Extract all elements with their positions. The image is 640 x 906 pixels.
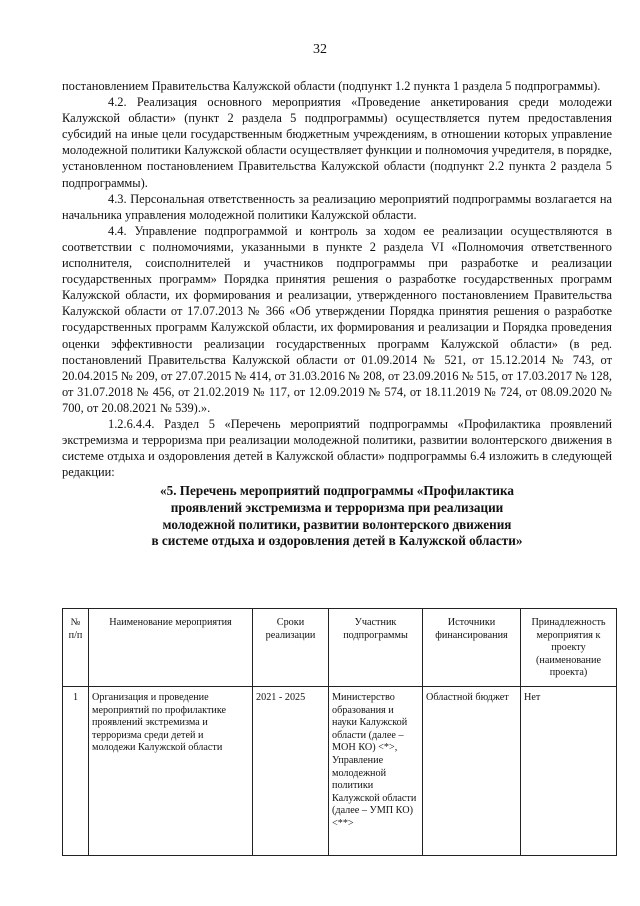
paragraph-4-3: 4.3. Персональная ответственность за реализацию мероприятий подпрограммы возлагается на начальника управления молодежной политики Калужской области. <box>62 191 612 222</box>
table-header-row <box>63 609 617 687</box>
cell-period: 2021 - 2025 <box>253 687 329 856</box>
paragraph-continuation: постановлением Правительства Калужской области (подпункт 1.2 пункта 1 раздела 5 подпрограммы). <box>62 79 601 93</box>
events-table <box>62 608 617 856</box>
header-source: Источники финансирования <box>423 609 521 687</box>
header-period: Сроки реализации <box>253 609 329 687</box>
cell-name: Организация и проведение мероприятий по профилактике проявлений экстремизма и терроризма среди детей и молодежи Калужской области <box>89 687 253 856</box>
heading-line: проявлений экстремизма и терроризма при реализации <box>170 499 504 515</box>
page-number: 32 <box>313 42 327 57</box>
header-project: Принадлежность мероприятия к проекту (наименование проекта) <box>521 609 617 687</box>
paragraph-4-2: 4.2. Реализация основного мероприятия «Проведение анкетирования среди молодежи Калужской области» (пункт 2 раздела 5 подпрограммы) осуществляется путем предоставления субсидий на иные цели государственным бюджетным учреждениям, в отношении которых управление молодежной политики Калужской области осуществляет функции и полномочия учредителя, в порядке, установленном постановлением Правительства Калужской области (подпункт 2.2 пункта 2 раздела 5 подпрограммы). <box>62 95 612 190</box>
heading-line: «5. Перечень мероприятий подпрограммы «Профилактика <box>160 483 514 499</box>
paragraph-4-4: 4.4. Управление подпрограммой и контроль за ходом ее реализации осуществляются в соответствии с полномочиями, указанными в пункте 2 раздела VI «Полномочия ответственного исполнителя, соисполнителей и участников подпрограммы при разработке и реализации государственных программ» Порядка принятия решения о разработке государственных программ Калужской области, их формирования и реализации, утвержденного постановлением Правительства Калужской области от 17.07.2013 № 366 «Об утверждении Порядка принятия решения о разработке государственных программ Калужской области, их формирования и реализации и Порядка проведения оценки эффективности реализации государственных программ Калужской области» (в ред. постановлений Правительства Калужской области от 01.09.2014 № 521, от 15.12.2014 № 743, от 20.04.2015 № 209, от 27.07.2015 № 414, от 31.03.2016 № 208, от 23.09.2016 № 515, от 17.03.2017 № 128, от 31.07.2018 № 456, от 21.02.2019 № 117, от 12.09.2019 № 574, от 18.11.2019 № 724, от 08.09.2020 № 700, от 20.08.2021 № 539).». <box>62 223 612 415</box>
cell-num: 1 <box>63 687 89 856</box>
header-name: Наименование мероприятия <box>89 609 253 687</box>
cell-source: Областной бюджет <box>423 687 521 856</box>
table-row <box>63 687 617 856</box>
cell-participant: Министерство образования и науки Калужской области (далее – МОН КО) <*>, Управление молодежной политики Калужской области (далее – УМП КО) <**> <box>329 687 423 856</box>
cell-project: Нет <box>521 687 617 856</box>
document-body <box>62 78 612 566</box>
heading-line: в системе отдыха и оздоровления детей в Калужской области» <box>151 533 523 549</box>
paragraph-amendment: 1.2.6.4.4. Раздел 5 «Перечень мероприятий подпрограммы «Профилактика проявлений экстремизма и терроризма при реализации молодежной политики, развитии волонтерского движения в системе отдыха и оздоровления детей в Калужской области» подпрограммы 6.4 изложить в следующей редакции: <box>62 416 612 480</box>
heading-line: молодежной политики, развитии волонтерского движения <box>162 516 512 532</box>
header-num: № п/п <box>63 609 89 687</box>
header-participant: Участник подпрограммы <box>329 609 423 687</box>
section-heading <box>62 483 612 549</box>
